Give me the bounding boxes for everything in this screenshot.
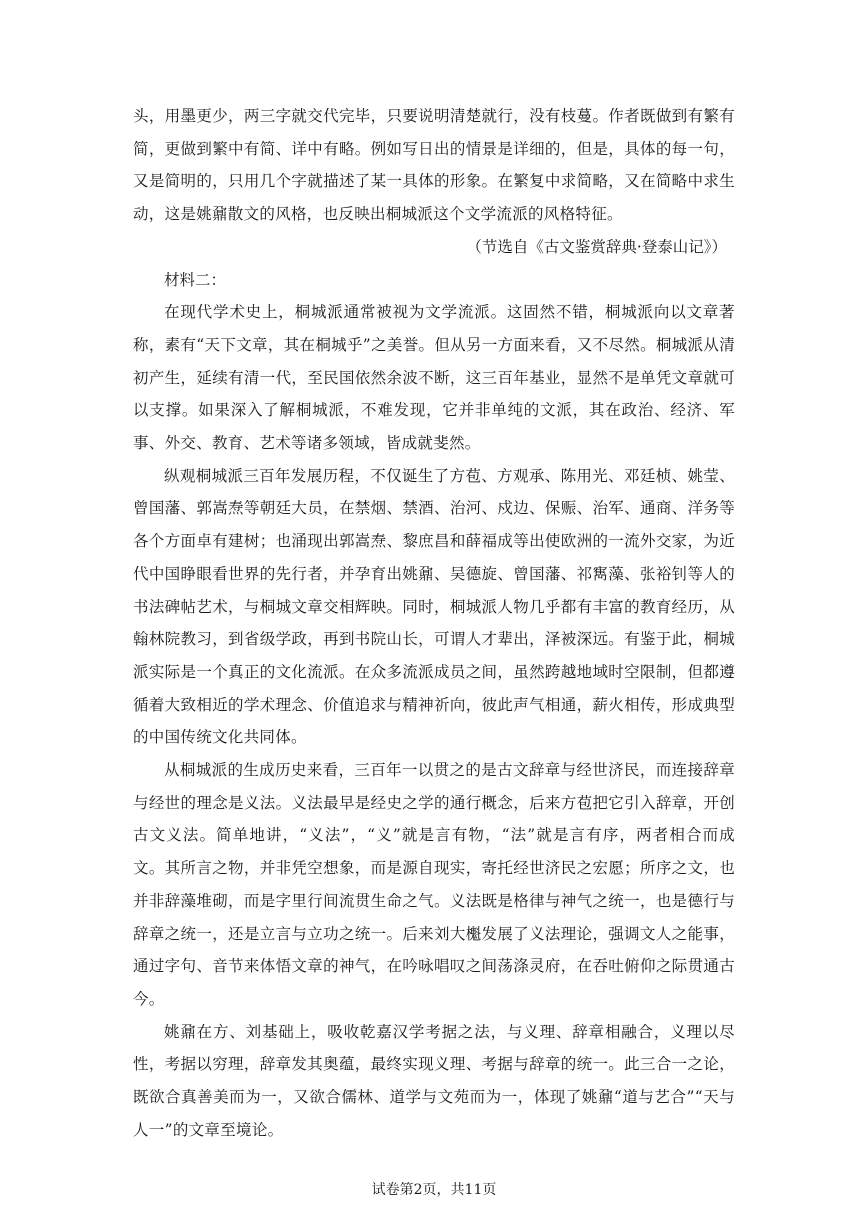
material-heading: 材料二： bbox=[164, 270, 227, 289]
document-body bbox=[133, 100, 735, 1147]
material2-paragraph-1: 在现代学术史上，桐城派通常被视为文学流派。这固然不错，桐城派向以文章著称，素有“天下文章，其在桐城乎”之美誉。但从另一方面来看，又不尽然。桐城派从清初产生，延续有清一代，至民国依然余波不断，这三百年基业，显然不是单凭文章就可以支撑。如果深入了解桐城派，不难发现，它并非单纯的文派，其在政治、经济、军事、外交、教育、艺术等诸多领域，皆成就斐然。 bbox=[133, 303, 735, 453]
material2-paragraph-2: 纵观桐城派三百年发展历程，不仅诞生了方苞、方观承、陈用光、邓廷桢、姚莹、曾国藩、郭嵩焘等朝廷大员，在禁烟、禁酒、治河、戍边、保赈、治军、通商、洋务等各个方面卓有建树；也涌现出郭嵩焘、黎庶昌和薛福成等出使欧洲的一流外交家，为近代中国睁眼看世界的先行者，并孕育出姚鼐、吴德旋、曾国藩、祁寯藻、张裕钊等人的书法碑帖艺术，与桐城文章交相辉映。同时，桐城派人物几乎都有丰富的教育经历，从翰林院教习，到省级学政，再到书院山长，可谓人才辈出，泽被深远。有鉴于此，桐城派实际是一个真正的文化流派。在众多流派成员之间，虽然跨越地域时空限制，但都遵循着大致相近的学术理念、价值追求与精神祈向，彼此声气相通，薪火相传，形成典型的中国传统文化共同体。 bbox=[133, 466, 735, 747]
source-citation: （节选自《古文鉴赏辞典·登泰山记》） bbox=[466, 237, 727, 256]
page-number-footer: 试卷第2页，共11页 bbox=[371, 1182, 497, 1198]
material2-paragraph-4: 姚鼐在方、刘基础上，吸收乾嘉汉学考据之法，与义理、辞章相融合，义理以尽性，考据以穷理，辞章发其奥蕴，最终实现义理、考据与辞章的统一。此三合一之论，既欲合真善美而为一，又欲合儒林、道学与文苑而为一，体现了姚鼐“道与艺合”“天与人一”的文章至境论。 bbox=[133, 1022, 735, 1139]
material2-paragraph-3: 从桐城派的生成历史来看，三百年一以贯之的是古文辞章与经世济民，而连接辞章与经世的理念是义法。义法最早是经史之学的通行概念，后来方苞把它引入辞章，开创古文义法。简单地讲，“义法”，“义”就是言有物，“法”就是言有序，两者相合而成文。其所言之物，并非凭空想象，而是源自现实，寄托经世济民之宏愿；所序之文，也并非辞藻堆砌，而是字里行间流贯生命之气。义法既是格律与神气之统一，也是德行与辞章之统一，还是立言与立功之统一。后来刘大櫆发展了义法理论，强调文人之能事，通过字句、音节来体悟文章的神气，在吟咏唱叹之间荡涤灵府，在吞吐俯仰之际贯通古今。 bbox=[133, 761, 735, 1008]
continued-paragraph: 头，用墨更少，两三字就交代完毕，只要说明清楚就行，没有枝蔓。作者既做到有繁有简，更做到繁中有简、详中有略。例如写日出的情景是详细的，但是，具体的每一句，又是简明的，只用几个字就描述了某一具体的形象。在繁复中求简略，又在简略中求生动，这是姚鼐散文的风格，也反映出桐城派这个文学流派的风格特征。 bbox=[133, 107, 735, 224]
